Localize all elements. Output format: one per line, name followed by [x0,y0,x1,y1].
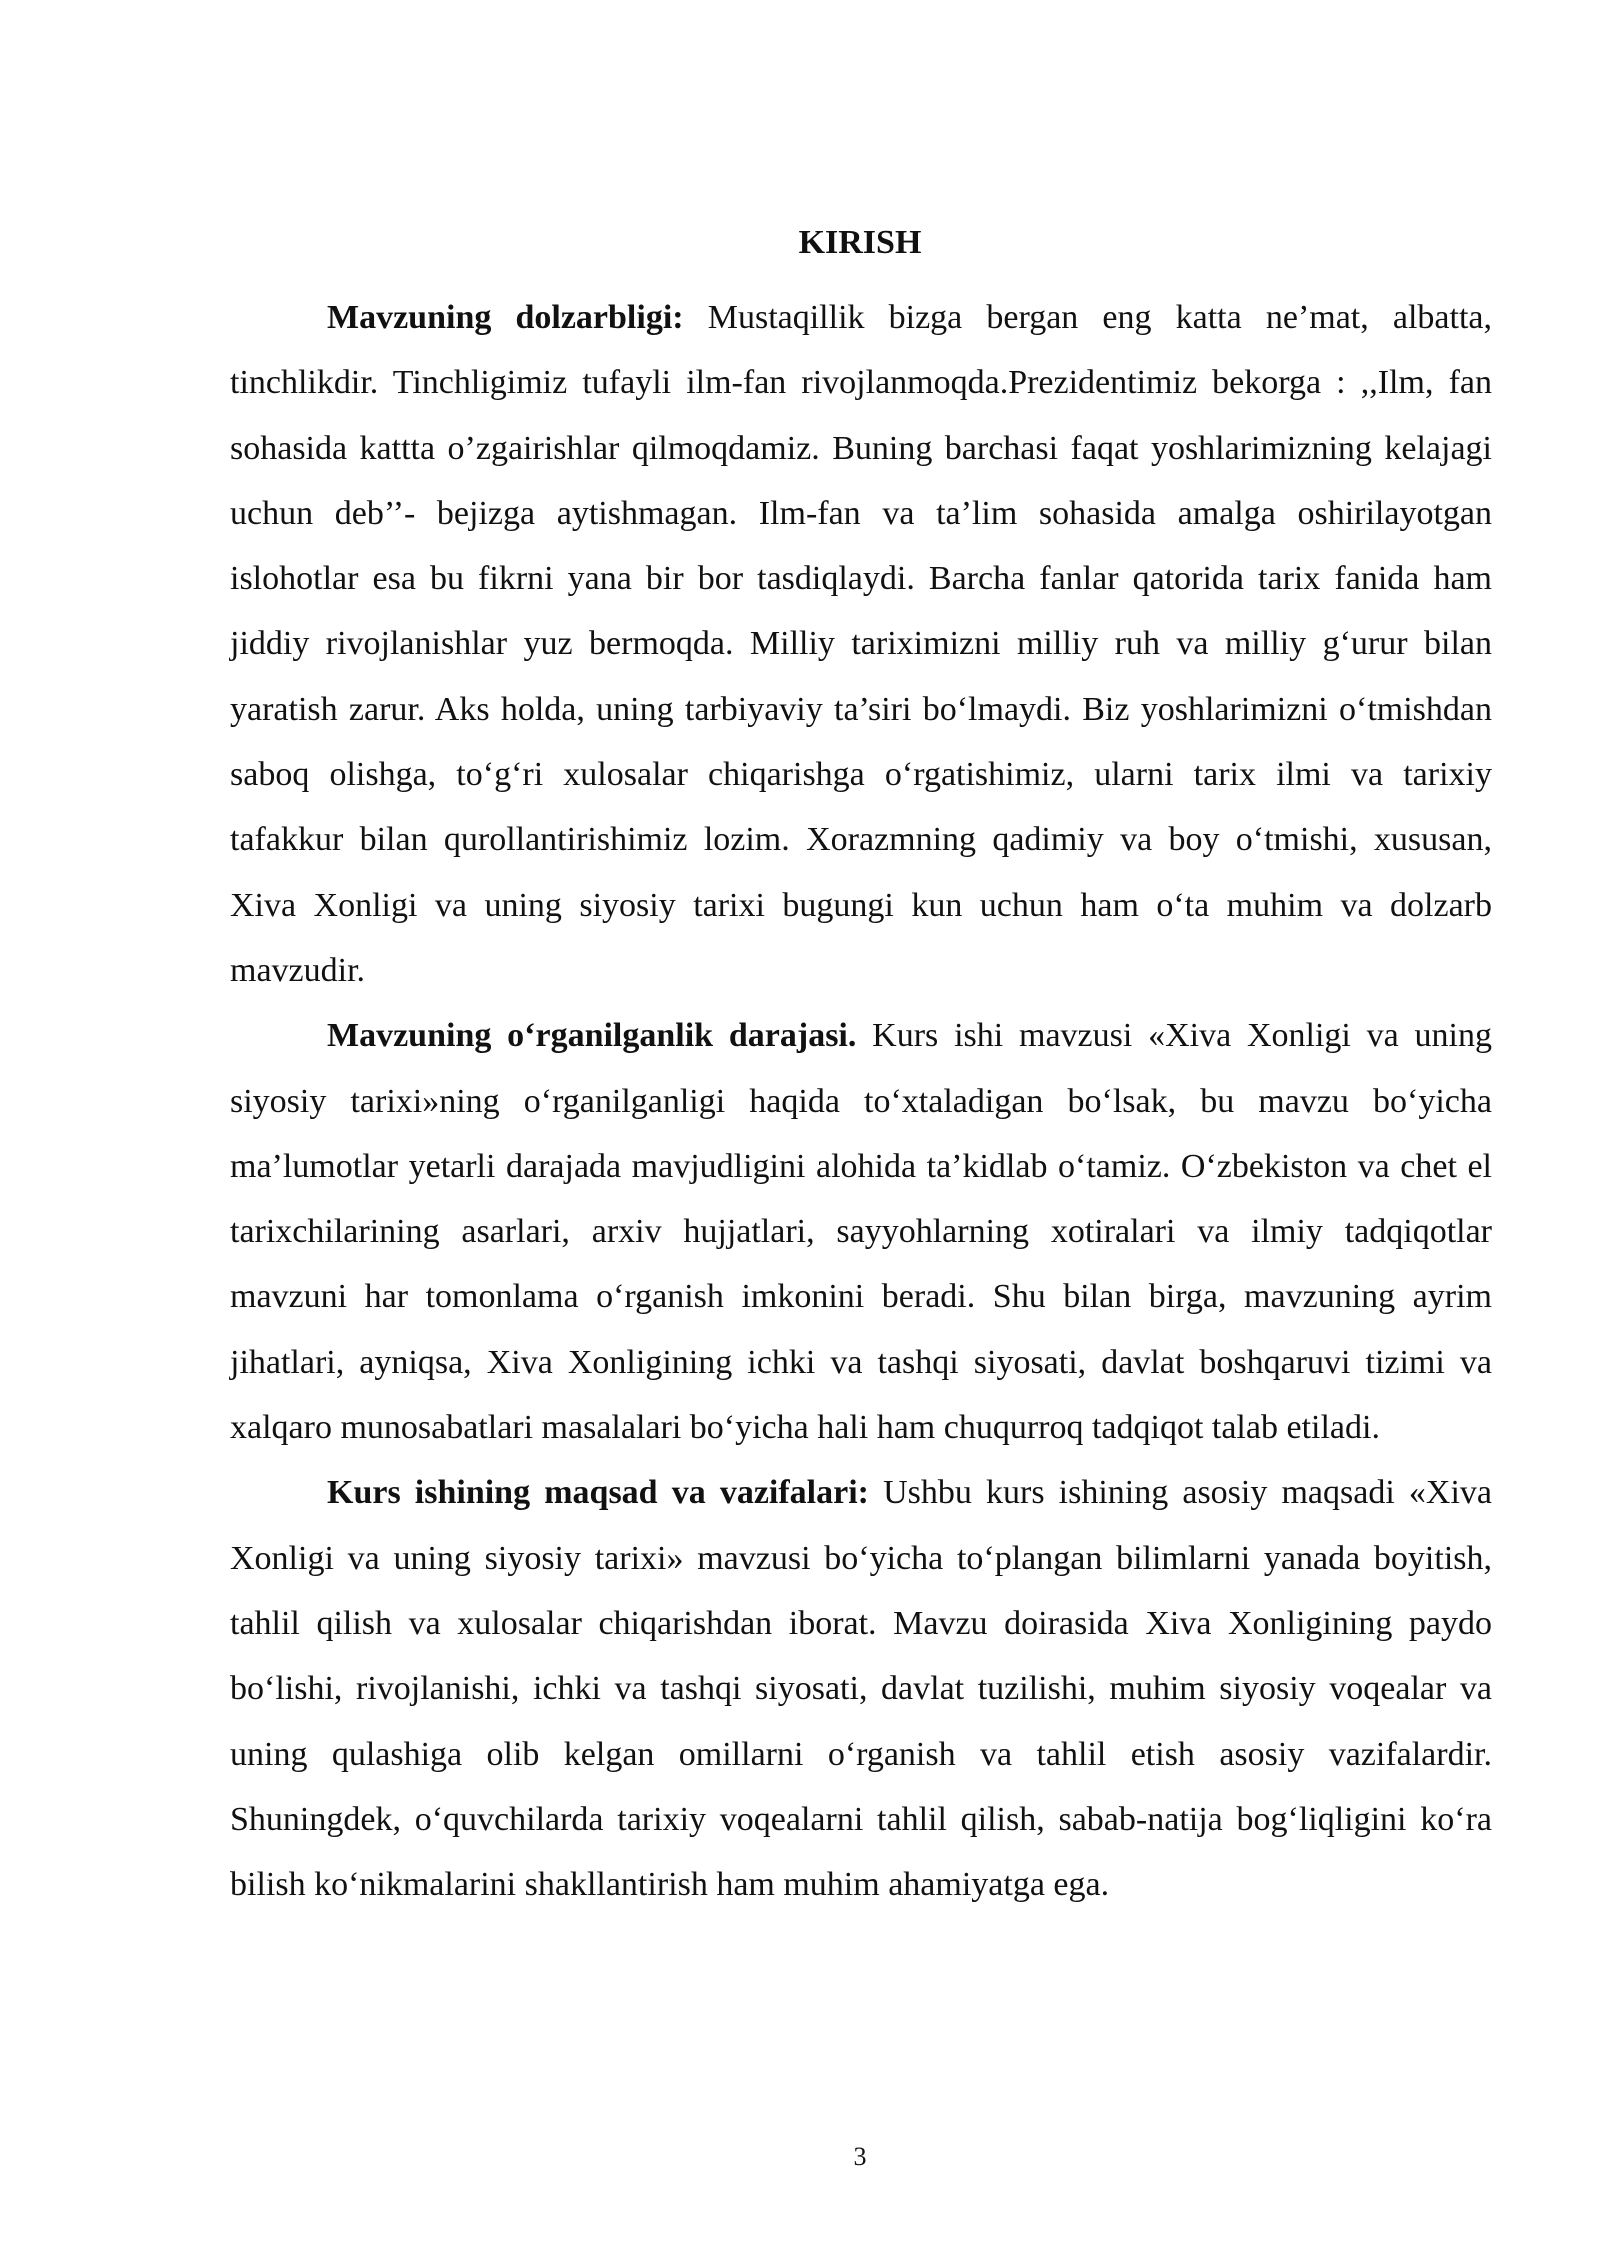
paragraph-heading: Mavzuning o‘rganilganlik darajasi. [327,1017,857,1055]
page-title: KIRISH [798,224,922,261]
paragraph-heading: Mavzuning dolzarbligi: [327,299,684,336]
page-number: 3 [853,2142,867,2171]
paragraph-goals [230,1460,1492,1917]
paragraph-text: Ushbu kurs ishining asosiy maqsadi «Xiva Xonligi va uning siyosiy tarixi» mavzusi bo‘yicha to‘plangan bilimlarni yanada boyitish, tahlil qilish va xulosalar chiqarishdan iborat. Mavzu doirasida Xiva Xonligining paydo bo‘lishi, rivojlanishi, ichki va tashqi siyosati, davlat tuzilishi, muhim siyosiy voqealar va uning qulashiga olib kelgan omillarni o‘rganish va tahlil etish asosiy vazifalardir. Shuningdek, o‘quvchilarda tarixiy voqealarni tahlil qilish, sabab-natija bog‘liqligini ko‘ra bilish ko‘nikmalarini shakllantirish ham muhim ahamiyatga ega. [230,1474,1492,1904]
paragraph-text: Mustaqillik bizga bergan eng katta ne’mat, albatta, tinchlikdir. Tinchligimiz tufayli ilm-fan rivojlanmoqda.Prezidentimiz bekorga : ,,Ilm, fan sohasida kattta o’zgairishlar qilmoqdamiz. Buning barchasi faqat yoshlarimizning kelajagi uchun deb’’- bejizga aytishmagan. Ilm-fan va ta’lim sohasida amalga oshirilayotgan islohotlar esa bu fikrni yana bir bor tasdiqlaydi. Barcha fanlar qatorida tarix fanida ham jiddiy rivojlanishlar yuz bermoqda. Milliy tariximizni milliy ruh va milliy g‘urur bilan yaratish zarur. Aks holda, uning tarbiyaviy ta’siri bo‘lmaydi. Biz yoshlarimizni o‘tmishdan saboq olishga, to‘g‘ri xulosalar chiqarishga o‘rgatishimiz, ularni tarix ilmi va tarixiy tafakkur bilan qurollantirishimiz lozim. Xorazmning qadimiy va boy o‘tmishi, xususan, Xiva Xonligi va uning siyosiy tarixi bugungi kun uchun ham o‘ta muhim va dolzarb mavzudir. [230,299,1492,989]
document-body [230,285,1492,1917]
paragraph-heading: Kurs ishining maqsad va vazifalari: [327,1474,869,1512]
paragraph-relevance [230,285,1492,1003]
paragraph-text: Kurs ishi mavzusi «Xiva Xonligi va uning siyosiy tarixi»ning o‘rganilganligi haqida to‘xtaladigan bo‘lsak, bu mavzu bo‘yicha ma’lumotlar yetarli darajada mavjudligini alohida ta’kidlab o‘tamiz. O‘zbekiston va chet el tarixchilarining asarlari, arxiv hujjatlari, sayyohlarning xotiralari va ilmiy tadqiqotlar mavzuni har tomonlama o‘rganish imkonini beradi. Shu bilan birga, mavzuning ayrim jihatlari, ayniqsa, Xiva Xonligining ichki va tashqi siyosati, davlat boshqaruvi tizimi va xalqaro munosabatlari masalalari bo‘yicha hali ham chuqurroq tadqiqot talab etiladi. [230,1017,1492,1447]
paragraph-study-degree [230,1003,1492,1460]
